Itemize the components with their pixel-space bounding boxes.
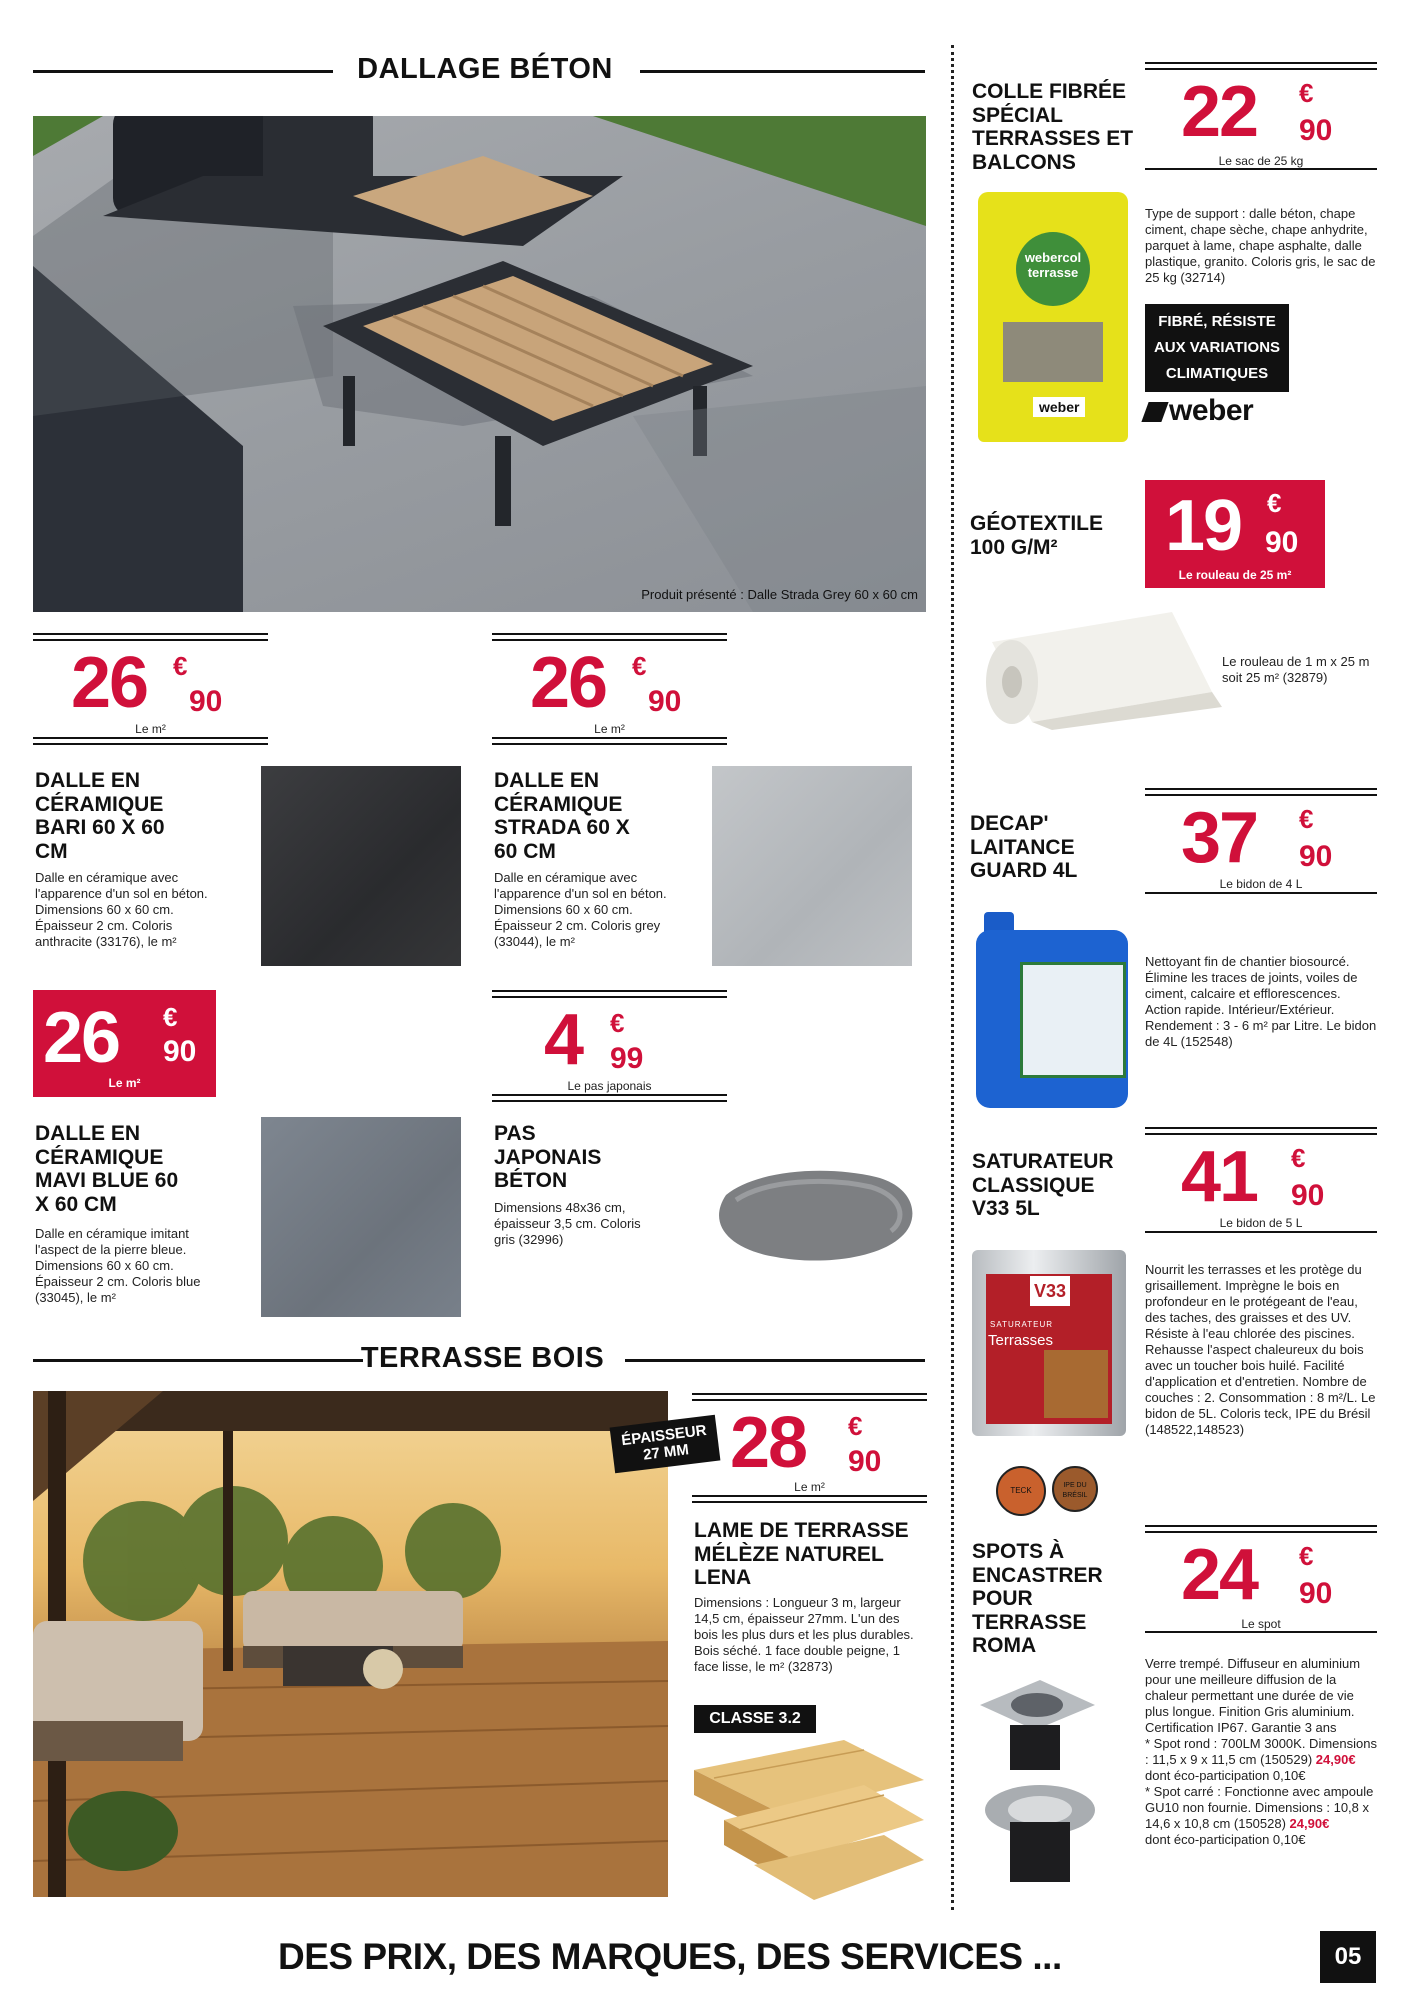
- desc-strada: Dalle en céramique avec l'apparence d'un sol en béton. Dimensions 60 x 60 cm. Épaisseur 2 cm. Coloris grey (33044), le m²: [494, 870, 667, 949]
- weber-wordmark: weber: [1169, 394, 1254, 427]
- geotextile-roll-image: [972, 612, 1222, 732]
- price-block-spots: [1145, 1525, 1377, 1635]
- price-decap: 37 € 90: [1181, 798, 1333, 878]
- title-rule-left-2: [33, 1359, 363, 1362]
- spot-round-image: [980, 1780, 1100, 1890]
- name-spots: SPOTS À ENCASTRER POUR TERRASSE ROMA: [972, 1540, 1103, 1657]
- desc-decap: Nettoyant fin de chantier biosourcé. Élimine les traces de joints, voiles de ciment, calcaire et efflorescences. Action rapide. Intérieur/Extérieur. Rendement : 3 - 6 m² par Litre. Le bidon de 4L (152548): [1145, 954, 1377, 1049]
- price-colle: 22 € 90: [1181, 72, 1333, 152]
- unit-decap: Le bidon de 4 L: [1219, 877, 1303, 891]
- stepping-stone-image: [706, 1165, 922, 1270]
- unit-lame: Le m²: [794, 1480, 825, 1494]
- name-decap: DECAP' LAITANCE GUARD 4L: [970, 812, 1078, 882]
- price-mavi: 26 € 90 Le m²: [33, 990, 216, 1097]
- weber-mark-icon: [1141, 402, 1168, 422]
- decap-bottle-image: [976, 912, 1128, 1108]
- tile-swatch-bari: [261, 766, 461, 966]
- unit-satu: Le bidon de 5 L: [1219, 1216, 1303, 1230]
- desc-colle: Type de support : dalle béton, chape ciment, chape sèche, chape anhydrite, parquet à lame, chape asphalte, dalle plastique, granito. Coloris gris, le sac de 25 kg (32714): [1145, 206, 1376, 285]
- unit-bari: Le m²: [135, 722, 166, 736]
- price-block-pas: [492, 990, 727, 1100]
- page-number: 05: [1320, 1931, 1376, 1983]
- section-title-dallage: DALLAGE BÉTON: [357, 53, 613, 85]
- terrace-photo: [33, 1391, 668, 1897]
- price-block-colle: [1145, 62, 1377, 172]
- weber-logo: [1145, 394, 1253, 428]
- bag-brand: weber: [1033, 397, 1085, 417]
- price-lame: 28 € 90: [730, 1403, 882, 1483]
- name-pas: PAS JAPONAIS BÉTON: [494, 1122, 602, 1192]
- hero-caption: Produit présenté : Dalle Strada Grey 60 x 60 cm: [641, 587, 918, 602]
- can-label-1: SATURATEUR: [990, 1320, 1054, 1329]
- unit-geo: Le rouleau de 25 m²: [1178, 568, 1292, 582]
- can-photo: [1044, 1350, 1108, 1418]
- price-spots: 24 € 90: [1181, 1535, 1333, 1615]
- bag-label: webercol terrasse: [1016, 232, 1090, 306]
- price-block-lame: [692, 1393, 927, 1501]
- badge-epaisseur: ÉPAISSEUR 27 MM: [610, 1415, 721, 1474]
- name-bari: DALLE EN CÉRAMIQUE BARI 60 X 60 CM: [35, 769, 165, 863]
- desc-bari: Dalle en céramique avec l'apparence d'un sol en béton. Dimensions 60 x 60 cm. Épaisseur 2 cm. Coloris anthracite (33176), le m²: [35, 870, 208, 949]
- price-bari: 26 € 90: [71, 643, 223, 723]
- title-rule-right: [640, 70, 925, 73]
- desc-lame: Dimensions : Longueur 3 m, largeur 14,5 cm, épaisseur 27mm. L'un des bois les plus durs et les plus durables. Bois séché. 1 face double peigne, 1 face lisse, le m² (32873): [694, 1595, 914, 1674]
- desc-spots-main: Verre trempé. Diffuseur en aluminium pour une meilleure diffusion de la chaleur permettant une durée de vie plus longue. Finition Gris aluminium. Certification IP67. Garantie 3 ans: [1145, 1656, 1361, 1735]
- swatch-teck: TECK: [996, 1466, 1046, 1516]
- name-mavi: DALLE EN CÉRAMIQUE MAVI BLUE 60 X 60 CM: [35, 1122, 179, 1216]
- price-geo: 19 € 90 Le rouleau de 25 m²: [1145, 480, 1325, 588]
- saturateur-can-image: [972, 1250, 1126, 1436]
- price-block-decap: [1145, 788, 1377, 898]
- badge-classe: CLASSE 3.2: [694, 1705, 816, 1733]
- desc-satu: Nourrit les terrasses et les protège du grisaillement. Imprègne le bois en profondeur en le protégeant de l'eau, des taches, des graisses et des UV. Résiste à l'eau chlorée des piscines. Rehausse l'aspect chaleureux du bois avec un toucher bois huilé. Facilité d'application et d'entretien. Nombre de couches : 2. Consommation : 8 m²/L. Le bidon de 5L. Coloris teck, IPE du Brésil (148522,148523): [1145, 1262, 1376, 1437]
- price-pas: 4 € 99: [544, 1000, 644, 1080]
- desc-geo: Le rouleau de 1 m x 25 m soit 25 m² (32879): [1222, 654, 1370, 685]
- desc-pas: Dimensions 48x36 cm, épaisseur 3,5 cm. Coloris gris (32996): [494, 1200, 641, 1247]
- badge-fibre: FIBRÉ, RÉSISTE AUX VARIATIONS CLIMATIQUES: [1145, 304, 1289, 392]
- price-block-strada: [492, 633, 727, 743]
- v33-logo: V33: [1030, 1276, 1070, 1306]
- tile-swatch-mavi: [261, 1117, 461, 1317]
- desc-spots-eco2: dont éco-participation 0,10€: [1145, 1832, 1306, 1847]
- price-satu: 41 € 90: [1181, 1137, 1325, 1217]
- desc-spots-note1: * Spot rond : 700LM 3000K. Dimensions : 11,5 x 9 x 11,5 cm (150529) 24,90€: [1145, 1736, 1377, 1767]
- hero-patio-image: [33, 116, 926, 612]
- price-strada: 26 € 90: [530, 643, 682, 723]
- spot-square-image: [970, 1675, 1100, 1775]
- tile-swatch-strada: [712, 766, 912, 966]
- unit-mavi: Le m²: [108, 1076, 141, 1090]
- can-label-2: Terrasses: [988, 1332, 1054, 1349]
- column-separator: [951, 45, 954, 1910]
- title-rule-right-2: [625, 1359, 925, 1362]
- desc-mavi: Dalle en céramique imitant l'aspect de la pierre bleue. Dimensions 60 x 60 cm. Épaisseur 2 cm. Coloris blue (33045), le m²: [35, 1226, 201, 1305]
- title-rule-left: [33, 70, 333, 73]
- swatch-ipe: IPE DU BRÉSIL: [1052, 1466, 1098, 1512]
- bag-photo: [1003, 322, 1103, 382]
- desc-spots-eco1: dont éco-participation 0,10€: [1145, 1768, 1306, 1783]
- price-block-satu: [1145, 1127, 1377, 1237]
- hero-patio-illustration: [33, 116, 926, 612]
- footer-slogan: DES PRIX, DES MARQUES, DES SERVICES ...: [278, 1936, 1062, 1977]
- unit-colle: Le sac de 25 kg: [1218, 154, 1304, 168]
- unit-spots: Le spot: [1241, 1617, 1281, 1631]
- colle-bag-image: [978, 192, 1128, 442]
- section-title-bois: TERRASSE BOIS: [360, 1342, 605, 1374]
- name-satu: SATURATEUR CLASSIQUE V33 5L: [972, 1150, 1114, 1220]
- desc-spots: [1145, 1656, 1377, 1848]
- desc-spots-note2: * Spot carré : Fonctionne avec ampoule GU10 non fournie. Dimensions : 10,8 x 14,6 x 10,8 cm (150528) 24,90€: [1145, 1784, 1374, 1831]
- unit-strada: Le m²: [594, 722, 625, 736]
- name-geo: GÉOTEXTILE 100 G/M²: [970, 512, 1104, 559]
- wood-boards-image: [694, 1740, 924, 1900]
- name-strada: DALLE EN CÉRAMIQUE STRADA 60 X 60 CM: [494, 769, 630, 863]
- terrace-illustration: [33, 1391, 668, 1897]
- price-block-bari: [33, 633, 268, 743]
- name-colle: COLLE FIBRÉE SPÉCIAL TERRASSES ET BALCONS: [972, 80, 1134, 174]
- name-lame: LAME DE TERRASSE MÉLÈZE NATUREL LENA: [694, 1519, 909, 1589]
- unit-pas: Le pas japonais: [567, 1079, 652, 1093]
